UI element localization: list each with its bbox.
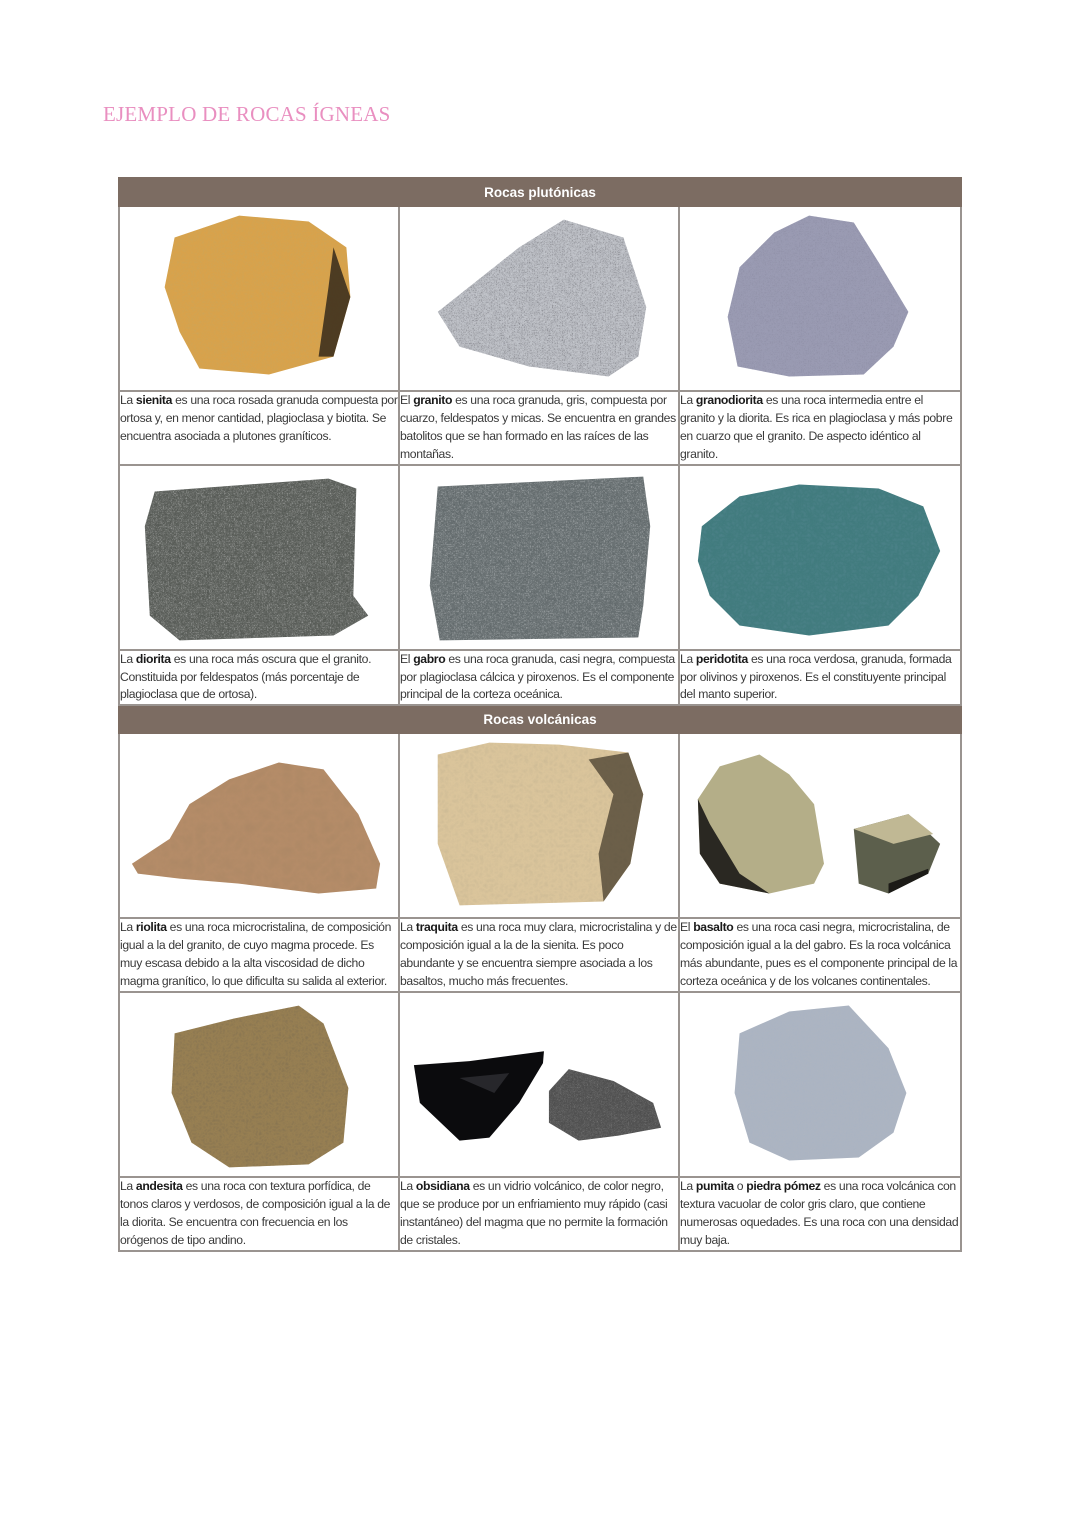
desc-connector: o: [733, 1178, 747, 1193]
desc-prefix: La: [120, 651, 136, 666]
desc-prefix: La: [680, 651, 696, 666]
rock-alt-name: piedra pómez: [746, 1178, 821, 1193]
rock-name: riolita: [135, 920, 167, 935]
peridotite-rock-icon: [680, 466, 960, 649]
desc-text: es un vidrio volcánico, de color negro, que se produce por un enfriamiento muy rápido (casi instantáneo) del magma que no permite la formación de cristales.: [400, 1178, 668, 1247]
andesite-rock-icon: [120, 993, 398, 1176]
image-row: [119, 206, 961, 391]
desc-prefix: La: [680, 1178, 696, 1193]
rock-name: granodiorita: [695, 393, 763, 407]
syenite-description: [119, 391, 399, 465]
rock-name: basalto: [693, 920, 734, 935]
desc-text: es una roca verdosa, granuda, formada por olivinos y piroxenos. Es el constituyente principal del manto superior.: [680, 651, 952, 702]
gabbro-description: [399, 650, 679, 706]
desc-prefix: La: [680, 393, 696, 407]
desc-prefix: La: [120, 920, 136, 935]
rhyolite-description: [119, 918, 399, 992]
trachyte-image: [399, 733, 679, 918]
image-row: [119, 733, 961, 918]
obsidian-image: [399, 992, 679, 1177]
rock-name: sienita: [135, 393, 173, 407]
page-title: EJEMPLO DE ROCAS ÍGNEAS: [103, 102, 391, 126]
desc-text: es una roca granuda, casi negra, compuesta por plagioclasa cálcica y piroxenos. Es el componente principal de la corteza oceánica.: [400, 651, 675, 702]
description-row: [119, 650, 961, 706]
section-label: Rocas plutónicas: [119, 178, 961, 206]
granodiorite-image: [679, 206, 961, 391]
image-row: [119, 465, 961, 650]
diorite-description: [119, 650, 399, 706]
rock-name: peridotita: [695, 651, 748, 666]
pumice-rock-icon: [680, 993, 960, 1176]
peridotite-description: [679, 650, 961, 706]
section-header-plutonic: [119, 178, 961, 206]
rhyolite-rock-icon: [120, 734, 398, 917]
desc-prefix: El: [680, 920, 694, 935]
granite-description: [399, 391, 679, 465]
granite-image: [399, 206, 679, 391]
description-row: [119, 1177, 961, 1251]
desc-prefix: La: [400, 920, 416, 935]
syenite-image: [119, 206, 399, 391]
peridotite-image: [679, 465, 961, 650]
desc-text: es una roca rosada granuda compuesta por ortosa y, en menor cantidad, plagioclasa y biotita. Se encuentra asociada a plutones graníticos.: [120, 393, 398, 443]
obsidian-rock-icon: [400, 993, 678, 1176]
rock-name: gabro: [413, 651, 446, 666]
section-label: Rocas volcánicas: [119, 705, 961, 733]
rock-name: pumita: [695, 1178, 734, 1193]
granodiorite-description: [679, 391, 961, 465]
obsidian-description: [399, 1177, 679, 1251]
desc-text: es una roca con textura porfídica, de tonos claros y verdosos, de composición igual a la de la diorita. Se encuentra con frecuencia en los orógenos de tipo andino.: [120, 1178, 391, 1247]
desc-text: es una roca granuda, gris, compuesta por cuarzo, feldespatos y micas. Se encuentra en grandes batolitos que se han formado en las raíces de las montañas.: [400, 393, 676, 461]
rock-name: andesita: [135, 1178, 183, 1193]
pumice-image: [679, 992, 961, 1177]
andesite-image: [119, 992, 399, 1177]
basalt-rock-icon: [680, 734, 960, 917]
diorite-image: [119, 465, 399, 650]
desc-prefix: La: [120, 393, 136, 407]
desc-prefix: El: [400, 393, 414, 407]
rock-name: obsidiana: [415, 1178, 470, 1193]
description-row: [119, 391, 961, 465]
gabbro-image: [399, 465, 679, 650]
desc-text: es una roca microcristalina, de composición igual a la del granito, de cuyo magma procede. Es muy escasa debido a la alta viscosidad de dicho magma granítico, lo que dificulta su salida al exterior.: [120, 920, 392, 989]
desc-prefix: La: [120, 1178, 136, 1193]
desc-text: es una roca intermedia entre el granito y la diorita. Es rica en plagioclasa y más pobre en cuarzo que el granito. De aspecto idéntico al granito.: [680, 393, 953, 461]
desc-text: es una roca volcánica con textura vacuolar de color gris claro, que contiene numerosas oquedades. Es una roca con una densidad muy baja.: [680, 1178, 959, 1247]
section-header-volcanic: [119, 705, 961, 733]
diorite-rock-icon: [120, 466, 398, 649]
rhyolite-image: [119, 733, 399, 918]
desc-text: es una roca más oscura que el granito. Constituida por feldespatos (más porcentaje de plagioclasa que de ortosa).: [120, 651, 372, 702]
rock-name: traquita: [415, 920, 458, 935]
image-row: [119, 992, 961, 1177]
gabbro-rock-icon: [400, 466, 678, 649]
description-row: [119, 918, 961, 992]
trachyte-description: [399, 918, 679, 992]
igneous-rocks-table: [118, 177, 962, 1252]
syenite-rock-icon: [120, 207, 398, 390]
pumice-description: [679, 1177, 961, 1251]
desc-text: es una roca casi negra, microcristalina, de composición igual a la del gabro. Es la roca volcánica más abundante, pues es el componente principal de la corteza oceánica y de los volcanes continentales.: [680, 920, 958, 989]
rock-name: granito: [413, 393, 453, 407]
basalt-image: [679, 733, 961, 918]
rock-name: diorita: [135, 651, 171, 666]
granite-rock-icon: [400, 207, 678, 390]
desc-prefix: El: [400, 651, 414, 666]
trachyte-rock-icon: [400, 734, 678, 917]
desc-text: es una roca muy clara, microcristalina y de composición igual a la de la sienita. Es poco abundante y se encuentra siempre asociada a los basaltos, mucho más frecuentes.: [400, 920, 677, 989]
desc-prefix: La: [400, 1178, 416, 1193]
basalt-description: [679, 918, 961, 992]
granodiorite-rock-icon: [680, 207, 960, 390]
andesite-description: [119, 1177, 399, 1251]
